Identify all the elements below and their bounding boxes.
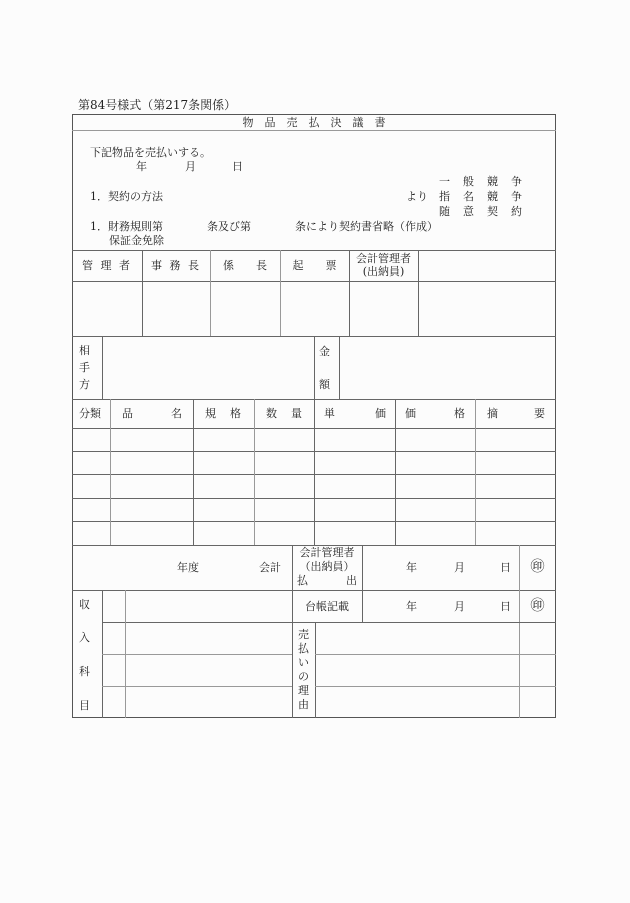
form-number: 第84号様式（第217条関係） bbox=[78, 98, 237, 112]
disbursement-label-3a: 払 bbox=[297, 574, 308, 587]
col-header-category: 分類 bbox=[79, 407, 101, 420]
col-header-remarks-b: 要 bbox=[534, 407, 545, 420]
deposit-exemption: 保証金免除 bbox=[109, 234, 164, 247]
income-label-2: 入 bbox=[79, 631, 90, 644]
amount-field[interactable] bbox=[340, 337, 556, 399]
item-row-1[interactable] bbox=[73, 429, 556, 451]
seal-box-extra[interactable] bbox=[419, 251, 556, 336]
reason-label-char: い bbox=[298, 656, 309, 669]
disbursement-label-1: 会計管理者 bbox=[299, 546, 355, 559]
income-label-3: 科 bbox=[79, 665, 90, 678]
reason-label-char: の bbox=[298, 670, 309, 683]
fiscal-year-label: 年度 bbox=[177, 561, 199, 574]
contract-method-label: 1．契約の方法 bbox=[90, 190, 163, 203]
contract-method-designated[interactable]: 指 名 競 争 bbox=[439, 190, 523, 203]
col-header-unit-price-b: 価 bbox=[375, 407, 386, 420]
disbursement-label-3b: 出 bbox=[346, 574, 357, 587]
income-subject-field-4[interactable] bbox=[126, 687, 292, 718]
col-header-quantity-a: 数 bbox=[266, 407, 277, 420]
col-header-remarks bbox=[487, 407, 545, 420]
col-header-unit-price-a: 単 bbox=[324, 407, 335, 420]
divider bbox=[362, 545, 363, 622]
counterparty-label-2: 手 bbox=[79, 361, 90, 374]
col-header-price-b: 格 bbox=[454, 407, 465, 420]
col-header-unit-price bbox=[324, 407, 386, 420]
col-header-item-name bbox=[122, 407, 182, 420]
counterparty-field[interactable] bbox=[103, 337, 314, 399]
ledger-date-day: 日 bbox=[500, 600, 511, 613]
divider bbox=[314, 336, 315, 399]
divider bbox=[72, 130, 556, 131]
col-header-spec-a: 規 bbox=[205, 407, 216, 420]
regulation-line: 1．財務規則第 条及び第 条により契約書省略（作成） bbox=[90, 220, 438, 233]
ledger-date-year: 年 bbox=[406, 600, 417, 613]
intro-date-month: 月 bbox=[185, 160, 196, 173]
intro-date-day: 日 bbox=[232, 160, 243, 173]
disbursement-label-3 bbox=[297, 574, 357, 587]
item-row-4[interactable] bbox=[73, 499, 556, 521]
col-header-remarks-a: 摘 bbox=[487, 407, 498, 420]
col-header-item-name-b: 名 bbox=[171, 407, 182, 420]
reason-field-2[interactable] bbox=[316, 655, 519, 686]
col-header-quantity-b: 量 bbox=[291, 407, 302, 420]
contract-method-general[interactable]: 一 般 競 争 bbox=[439, 175, 523, 188]
disbursement-date-month: 月 bbox=[454, 561, 465, 574]
counterparty-label-1: 相 bbox=[79, 344, 90, 357]
approval-header-section-chief: 係 長 bbox=[223, 259, 267, 272]
counterparty-label-3: 方 bbox=[79, 378, 90, 391]
col-header-price bbox=[405, 407, 465, 420]
seal-box-drafter[interactable] bbox=[281, 282, 349, 336]
reason-field-1[interactable] bbox=[316, 623, 519, 654]
amount-label-1: 金 bbox=[319, 345, 330, 358]
disbursement-date-year: 年 bbox=[406, 561, 417, 574]
approval-header-drafter: 起 票 bbox=[292, 259, 337, 272]
col-header-price-a: 価 bbox=[405, 407, 416, 420]
approval-header-accounting-manager: 会計管理者 bbox=[356, 252, 411, 265]
reason-label-char: 理 bbox=[298, 684, 309, 697]
income-subject-field-3[interactable] bbox=[126, 655, 292, 686]
item-row-2[interactable] bbox=[73, 452, 556, 474]
contract-method-negotiated[interactable]: 随 意 契 約 bbox=[439, 205, 523, 218]
col-header-spec-b: 格 bbox=[230, 407, 241, 420]
item-row-3[interactable] bbox=[73, 475, 556, 498]
ledger-label: 台帳記載 bbox=[305, 600, 349, 613]
approval-header-office-chief: 事 務 長 bbox=[151, 259, 201, 272]
income-label-4: 目 bbox=[79, 699, 90, 712]
contract-method-suffix: より bbox=[406, 190, 428, 203]
income-label-1: 収 bbox=[79, 598, 90, 611]
reason-label-char: 由 bbox=[298, 698, 309, 711]
reason-field-3[interactable] bbox=[316, 687, 519, 718]
seal-box-section-chief[interactable] bbox=[211, 282, 280, 336]
approval-header-cashier: (出納員) bbox=[362, 265, 405, 278]
disbursement-label-2: （出納員） bbox=[299, 560, 355, 573]
amount-label-2: 額 bbox=[319, 378, 330, 391]
col-header-spec bbox=[205, 407, 241, 420]
seal-box-accounting-manager[interactable] bbox=[350, 282, 418, 336]
form-title: 物 品 売 払 決 議 書 bbox=[242, 116, 386, 129]
seal-icon[interactable]: ㊞ bbox=[530, 598, 545, 614]
reason-label-char: 売 bbox=[298, 628, 309, 641]
approval-header-manager: 管 理 者 bbox=[82, 259, 132, 272]
income-subject-field-1[interactable] bbox=[126, 591, 292, 622]
account-label: 会計 bbox=[259, 561, 281, 574]
ledger-date-month: 月 bbox=[454, 600, 465, 613]
intro-statement: 下記物品を売払いする。 bbox=[90, 146, 211, 159]
col-header-item-name-a: 品 bbox=[122, 407, 133, 420]
reason-label-char: 払 bbox=[298, 642, 309, 655]
reason-label bbox=[292, 628, 315, 712]
seal-box-office-chief[interactable] bbox=[143, 282, 210, 336]
seal-icon[interactable]: ㊞ bbox=[530, 559, 545, 575]
col-header-quantity bbox=[266, 407, 302, 420]
disbursement-date-day: 日 bbox=[500, 561, 511, 574]
intro-date-year: 年 bbox=[136, 160, 147, 173]
item-row-5[interactable] bbox=[73, 522, 556, 545]
seal-box-manager[interactable] bbox=[73, 282, 142, 336]
income-subject-field-2[interactable] bbox=[126, 623, 292, 654]
